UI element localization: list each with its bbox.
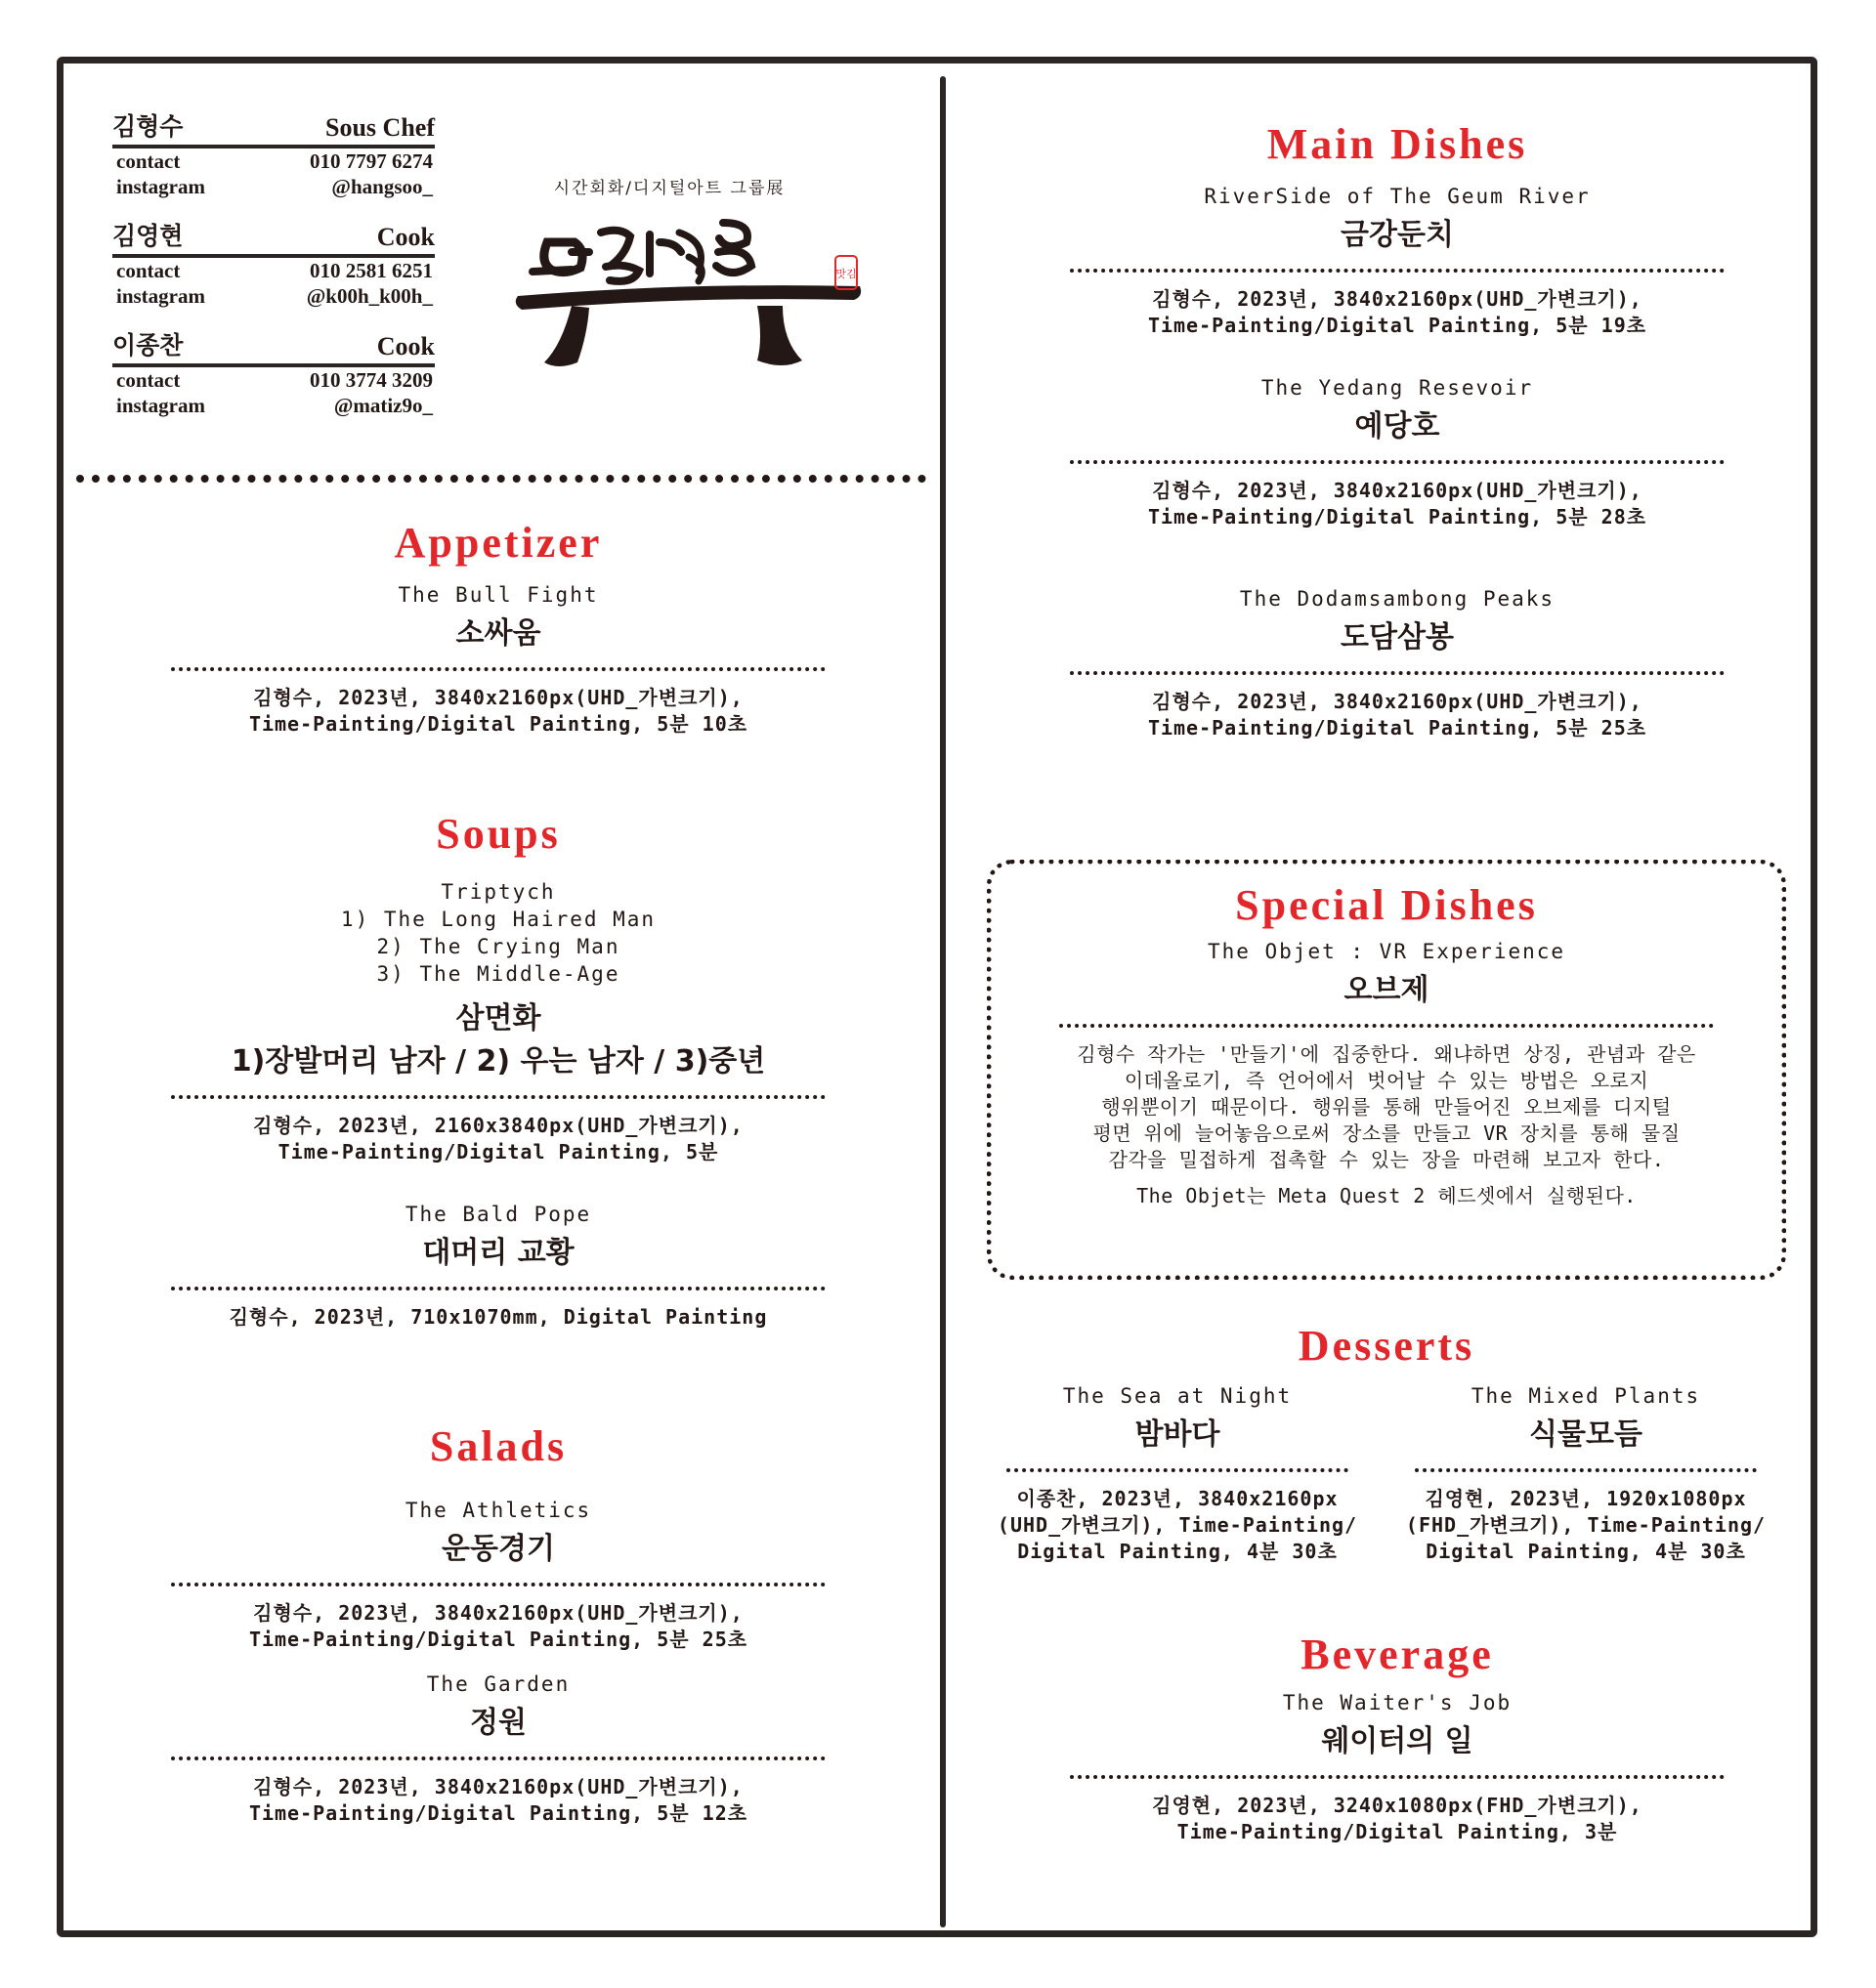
section-divider-dots: [76, 475, 926, 483]
dish-meta: 김형수, 2023년, 3840x2160px(UHD_가변크기),: [253, 686, 744, 709]
description-line: 이데올로기, 즉 언어에서 벗어날 수 있는 방법은 오로지: [1124, 1069, 1649, 1092]
dotted-divider: [1006, 1468, 1348, 1472]
contact-value: 010 2581 6251: [310, 259, 433, 282]
instagram-label: instagram: [116, 284, 205, 308]
instagram-handle[interactable]: @hangsoo_: [331, 175, 433, 198]
description-note: The Objet는 Meta Quest 2 헤드셋에서 실행된다.: [1136, 1184, 1637, 1207]
contact-label: contact: [116, 149, 181, 173]
contact-value: 010 7797 6274: [310, 149, 433, 173]
dish-meta: Time-Painting/Digital Painting, 5분 25초: [1147, 716, 1647, 740]
chef-role: Sous Chef: [325, 113, 435, 142]
dish-meta: 김형수, 2023년, 2160x3840px(UHD_가변크기),: [253, 1114, 744, 1137]
dish-title-ko: 예당호: [1354, 409, 1440, 444]
section-title-appetizer: Appetizer: [394, 519, 603, 567]
calligraphy-logo-icon: [513, 213, 865, 379]
dish-title-ko: 삼면화: [455, 1001, 541, 1036]
dish-title-en: 2) The Crying Man: [376, 935, 620, 958]
dish-meta: 김형수, 2023년, 710x1070mm, Digital Painting: [229, 1305, 768, 1329]
dish-title-ko: 소싸움: [455, 616, 541, 651]
dish-meta: Time-Painting/Digital Painting, 5분: [277, 1140, 719, 1163]
description-line: 감각을 밀접하게 접촉할 수 있는 장을 마련해 보고자 한다.: [1108, 1148, 1665, 1171]
soups-section: [117, 809, 879, 1331]
main-dishes-section: [1016, 119, 1778, 741]
logo-stamp: 맛김: [835, 268, 857, 280]
salads-section: [117, 1421, 879, 1827]
dish-title-en: The Yedang Resevoir: [1260, 376, 1534, 400]
chef-entry: [112, 217, 435, 309]
dish-title-ko: 오브제: [1343, 973, 1429, 1007]
dish-title-en: 1) The Long Haired Man: [340, 908, 657, 931]
dish-title-ko: 도담삼봉: [1341, 620, 1454, 655]
dish-meta: 김형수, 2023년, 3840x2160px(UHD_가변크기),: [253, 1601, 744, 1625]
dish-title-ko: 웨이터의 일: [1321, 1724, 1473, 1758]
dotted-divider: [1070, 269, 1725, 273]
section-title-beverage: Beverage: [1300, 1630, 1494, 1678]
dish-title-en: The Bald Pope: [405, 1203, 592, 1226]
dish-meta: 김영현, 2023년, 3240x1080px(FHD_가변크기),: [1152, 1794, 1642, 1817]
chef-name: 김영현: [112, 222, 184, 250]
dish-meta: 김형수, 2023년, 3840x2160px(UHD_가변크기),: [1152, 690, 1642, 713]
dotted-divider: [171, 1095, 826, 1099]
dish-title-en: The Dodamsambong Peaks: [1239, 587, 1556, 611]
contact-label: contact: [116, 259, 181, 282]
instagram-handle[interactable]: @matiz9o_: [333, 394, 433, 417]
dish-title-ko: 밤바다: [1134, 1417, 1220, 1452]
description-line: 평면 위에 늘어놓음으로써 장소를 만들고 VR 장치를 통해 물질: [1092, 1121, 1681, 1145]
dish-meta: 김형수, 2023년, 3840x2160px(UHD_가변크기),: [1152, 287, 1642, 311]
dish-meta: 김형수, 2023년, 3840x2160px(UHD_가변크기),: [1152, 479, 1642, 502]
dish-meta: Digital Painting, 4분 30초: [1426, 1540, 1746, 1563]
special-dishes-box: [987, 860, 1786, 1280]
column-divider: [940, 76, 946, 1927]
chef-role: Cook: [376, 223, 435, 251]
dish-meta: Time-Painting/Digital Painting, 5분 19초: [1147, 314, 1647, 337]
dish-title-en: 3) The Middle-Age: [376, 962, 620, 986]
dotted-divider: [1070, 1775, 1725, 1779]
section-title-special: Special Dishes: [1235, 881, 1538, 929]
section-title-main: Main Dishes: [1266, 120, 1528, 168]
dish-title-en: The Athletics: [405, 1499, 592, 1522]
chef-list: [112, 107, 435, 436]
dotted-divider: [1415, 1468, 1757, 1472]
desserts-section: [987, 1321, 1786, 1597]
chef-entry: [112, 326, 435, 418]
section-title-salads: Salads: [429, 1422, 568, 1470]
dish-meta: (UHD_가변크기), Time-Painting/: [997, 1513, 1358, 1537]
dessert-item: [987, 1382, 1368, 1565]
chef-name: 이종찬: [112, 331, 184, 360]
dish-meta: (FHD_가변크기), Time-Painting/: [1405, 1513, 1767, 1537]
chef-name: 김형수: [112, 112, 184, 141]
dotted-divider: [171, 1583, 826, 1586]
dish-title-en: RiverSide of The Geum River: [1204, 185, 1591, 208]
dish-meta: Time-Painting/Digital Painting, 3분: [1176, 1820, 1618, 1843]
dessert-item: [1395, 1382, 1776, 1565]
dotted-divider: [171, 1756, 826, 1760]
section-title-soups: Soups: [436, 810, 561, 858]
instagram-label: instagram: [116, 394, 205, 417]
dotted-divider: [171, 667, 826, 671]
instagram-label: instagram: [116, 175, 205, 198]
dish-title-en: The Mixed Plants: [1471, 1384, 1701, 1408]
dish-meta: Time-Painting/Digital Painting, 5분 10초: [248, 712, 748, 736]
dish-meta: 이종찬, 2023년, 3840x2160px: [1016, 1487, 1339, 1510]
dish-title-ko: 정원: [470, 1706, 527, 1740]
dotted-divider: [1070, 671, 1725, 675]
dish-title-ko: 대머리 교황: [422, 1236, 575, 1270]
exhibition-logo: [513, 174, 865, 379]
dish-meta: 김영현, 2023년, 1920x1080px: [1425, 1487, 1747, 1510]
section-title-desserts: Desserts: [1298, 1322, 1475, 1370]
dish-meta: Time-Painting/Digital Painting, 5분 25초: [248, 1628, 748, 1651]
dish-meta: Time-Painting/Digital Painting, 5분 28초: [1147, 505, 1647, 529]
dish-meta: Time-Painting/Digital Painting, 5분 12초: [248, 1801, 748, 1825]
description-line: 행위뿐이기 때문이다. 행위를 통해 만들어진 오브제를 디지털: [1101, 1095, 1672, 1119]
dish-title-ko: 운동경기: [442, 1532, 555, 1566]
appetizer-section: [117, 518, 879, 738]
dotted-divider: [1059, 1024, 1714, 1028]
instagram-handle[interactable]: @k00h_k00h_: [306, 284, 433, 308]
dish-title-en: Triptych: [441, 880, 556, 904]
dish-meta: Digital Painting, 4분 30초: [1017, 1540, 1338, 1563]
dotted-divider: [1070, 460, 1725, 464]
dish-title-en: The Sea at Night: [1062, 1384, 1293, 1408]
dish-title-ko: 금강둔치: [1341, 218, 1454, 252]
dish-title-en: The Bull Fight: [398, 583, 599, 607]
chef-role: Cook: [376, 332, 435, 360]
logo-subtitle: 시간회화/디지털아트 그룹展: [553, 179, 786, 198]
chef-entry: [112, 107, 435, 199]
contact-value: 010 3774 3209: [310, 368, 433, 392]
dish-title-en: The Garden: [426, 1672, 571, 1696]
dish-meta: 김형수, 2023년, 3840x2160px(UHD_가변크기),: [253, 1775, 744, 1798]
dish-title-ko: 식물모듬: [1529, 1417, 1642, 1452]
contact-label: contact: [116, 368, 181, 392]
dish-title-en: The Waiter's Job: [1282, 1691, 1513, 1714]
beverage-section: [1016, 1629, 1778, 1845]
dotted-divider: [171, 1287, 826, 1290]
description-line: 김형수 작가는 '만들기'에 집중한다. 왜냐하면 상징, 관념과 같은: [1077, 1042, 1696, 1066]
dish-title-ko: 1)장발머리 남자 / 2) 우는 남자 / 3)중년: [231, 1044, 766, 1079]
dish-title-en: The Objet : VR Experience: [1207, 940, 1566, 963]
